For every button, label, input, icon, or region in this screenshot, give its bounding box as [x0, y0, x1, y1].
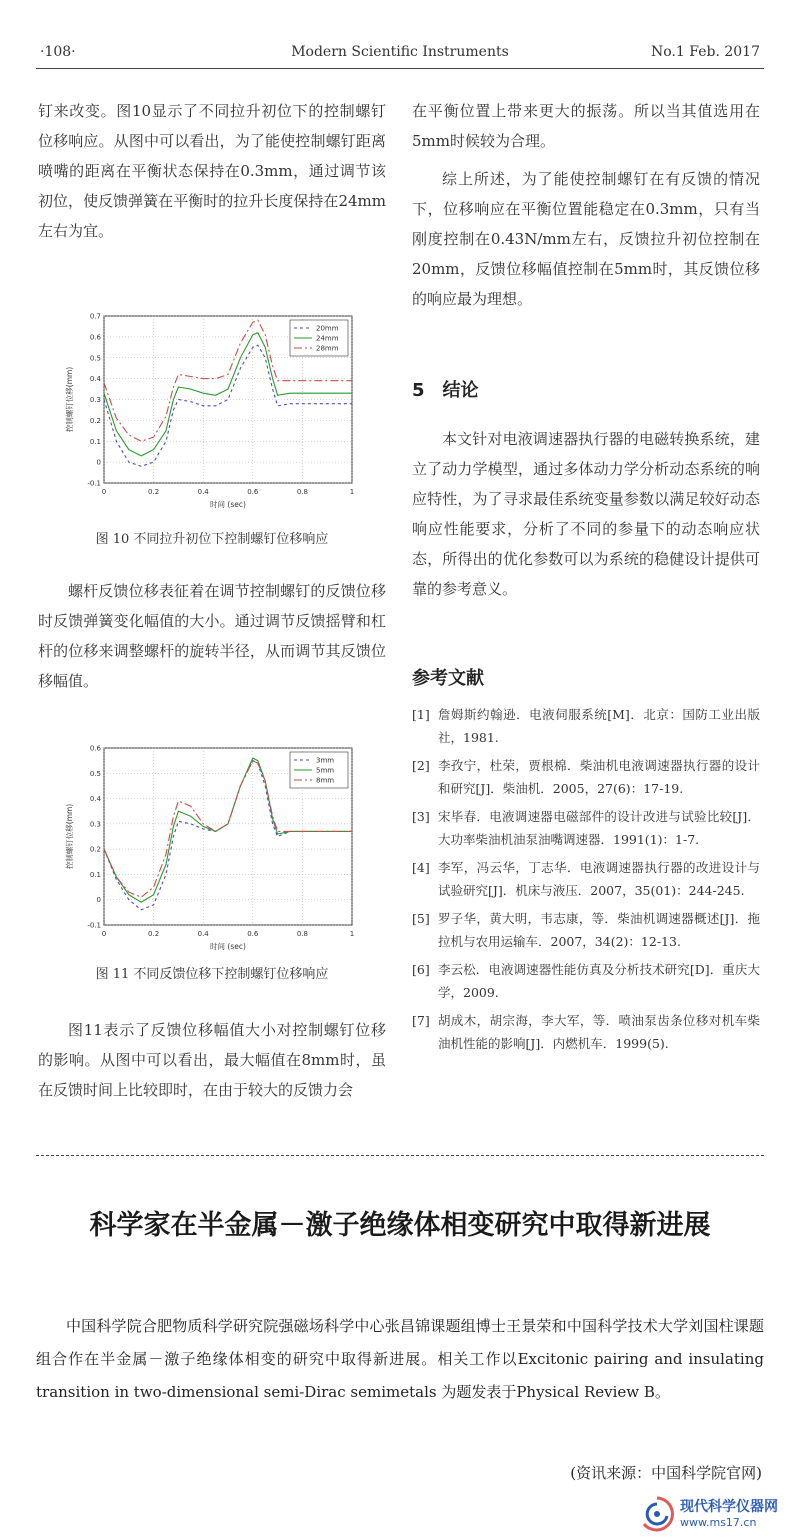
- reference-text: 宋毕春．电液调速器电磁部件的设计改进与试验比较[J]．大功率柴油机油泵油嘴调速器．1991(1)：1-7.: [438, 809, 760, 847]
- x-tick-label: 0.2: [148, 930, 160, 938]
- y-tick-label: 0.1: [89, 870, 101, 879]
- right-col-p1: 在平衡位置上带来更大的振荡。所以当其值选用在5mm时候较为合理。: [412, 102, 760, 150]
- legend-label: 24mm: [316, 334, 339, 343]
- header-rule: [36, 68, 764, 69]
- reference-number: [7]: [412, 1013, 430, 1028]
- reference-item: [412, 907, 760, 953]
- y-tick-label: 0.4: [89, 375, 101, 384]
- y-tick-label: 0.3: [89, 396, 101, 404]
- legend-label: 28mm: [316, 344, 339, 353]
- y-tick-label: 0: [96, 896, 101, 905]
- issue-info: No.1 Feb. 2017: [651, 44, 760, 60]
- x-axis-label: 时间 (sec): [210, 500, 246, 509]
- figure-10-caption: 图 10 不同拉升初位下控制螺钉位移响应: [95, 532, 329, 547]
- y-tick-label: -0.1: [87, 921, 101, 930]
- left-col-p1: 钉来改变。图10显示了不同拉升初位下的控制螺钉位移响应。从图中可以看出，为了能使控制螺钉距离喷嘴的距离在平衡状态保持在0.3mm，通过调节该初位，使反馈弹簧在平衡时的拉升长度保持在24mm左右为宜。: [38, 102, 386, 240]
- y-axis-label: 控制螺钉位移(mm): [65, 366, 74, 433]
- reference-text: 李云松．电液调速器性能仿真及分析技术研究[D]．重庆大学，2009.: [438, 962, 760, 1000]
- site-watermark: [636, 1494, 796, 1534]
- reference-text: 詹姆斯约翰逊．电液伺服系统[M]．北京：国防工业出版社，1981.: [438, 707, 760, 745]
- news-body: 中国科学院合肥物质科学研究院强磁场科学中心张昌锦课题组博士王景荣和中国科学技术大学刘国柱课题组合作在半金属－激子绝缘体相变的研究中取得新进展。相关工作以Excitonic pairing and insulating transition in two-dimensional semi-Dirac semimetals 为题发表于Physical Review B。: [36, 1317, 764, 1401]
- x-tick-label: 0.4: [197, 930, 209, 938]
- reference-item: [412, 856, 760, 902]
- y-axis-label: 控制螺钉位移(mm): [65, 803, 74, 870]
- y-tick-label: -0.1: [87, 479, 101, 488]
- y-tick-label: 0.2: [89, 416, 101, 425]
- x-tick-label: 0.8: [296, 488, 308, 496]
- y-tick-label: 0.6: [89, 333, 101, 342]
- reference-text: 胡成木，胡宗海，李大军，等．喷油泵齿条位移对机车柴油机性能的影响[J]．内燃机车．1999(5).: [438, 1013, 760, 1051]
- references-title: 参考文献: [412, 668, 484, 689]
- figure-10: [60, 308, 360, 513]
- journal-name: Modern Scientific Instruments: [291, 44, 509, 60]
- x-tick-label: 0.8: [296, 930, 308, 938]
- news-title: 科学家在半金属－激子绝缘体相变研究中取得新进展: [89, 1210, 711, 1241]
- reference-item: [412, 703, 760, 749]
- watermark-name: 现代科学仪器网: [680, 1499, 778, 1515]
- figure-11: [60, 740, 360, 955]
- left-col-p3: 图11表示了反馈位移幅值大小对控制螺钉位移的影响。从图中可以看出，最大幅值在8mm时，虽在反馈时间上比较即时，在由于较大的反馈力会: [38, 1021, 386, 1099]
- legend-label: 8mm: [316, 776, 335, 785]
- y-tick-label: 0.7: [89, 312, 101, 321]
- news-source: (资讯来源：中国科学院官网): [570, 1464, 762, 1482]
- watermark-logo-icon: [636, 1494, 678, 1534]
- reference-number: [2]: [412, 758, 430, 773]
- y-tick-label: 0.5: [89, 354, 101, 363]
- left-col-p2: 螺杆反馈位移表征着在调节控制螺钉的反馈位移时反馈弹簧变化幅值的大小。通过调节反馈摇臂和杠杆的位移来调整螺杆的旋转半径，从而调节其反馈位移幅值。: [38, 582, 386, 690]
- news-body-wrap: [36, 1310, 764, 1409]
- page-number: ·108·: [40, 44, 76, 60]
- reference-number: [5]: [412, 911, 430, 926]
- x-axis-label: 时间 (sec): [210, 942, 246, 951]
- y-tick-label: 0: [96, 458, 101, 467]
- right-col-conclusion-wrap: [412, 424, 760, 604]
- left-col-p3-wrap: [38, 1015, 386, 1105]
- figure-10-chart: [60, 308, 360, 513]
- reference-item: [412, 754, 760, 800]
- legend-label: 20mm: [316, 324, 339, 333]
- figure-11-caption: 图 11 不同反馈位移下控制螺钉位移响应: [95, 967, 329, 982]
- figure-11-chart: [60, 740, 360, 955]
- y-tick-label: 0.6: [89, 744, 101, 753]
- y-tick-label: 0.1: [89, 437, 101, 446]
- section-divider: [36, 1155, 764, 1156]
- reference-list: [412, 703, 760, 1055]
- left-col-p2-wrap: [38, 576, 386, 696]
- right-col-top: [412, 96, 760, 314]
- conclusion-paragraph: 本文针对电液调速器执行器的电磁转换系统，建立了动力学模型，通过多体动力学分析动态系统的响应特性，为了寻求最佳系统变量参数以满足较好动态响应性能要求，分析了不同的参量下的动态响应状态，所得出的优化参数可以为系统的稳健设计提供可靠的参考意义。: [412, 430, 760, 598]
- reference-number: [1]: [412, 707, 430, 722]
- left-col-p1-wrap: [38, 96, 386, 246]
- watermark-url: www.ms17.cn: [680, 1516, 757, 1529]
- x-tick-label: 0.6: [247, 930, 259, 938]
- y-tick-label: 0.4: [89, 795, 101, 804]
- y-tick-label: 0.3: [89, 820, 101, 829]
- legend-label: 5mm: [316, 766, 335, 775]
- x-tick-label: 0: [101, 930, 107, 938]
- legend-label: 3mm: [316, 756, 335, 765]
- reference-text: 李军，冯云华，丁志华．电液调速器执行器的改进设计与试验研究[J]．机床与液压．2007，35(01)：244-245.: [438, 860, 760, 898]
- x-tick-label: 0.4: [197, 488, 209, 496]
- reference-item: [412, 1009, 760, 1055]
- reference-item: [412, 958, 760, 1004]
- y-tick-label: 0.5: [89, 769, 101, 778]
- reference-item: [412, 805, 760, 851]
- y-tick-label: 0.2: [89, 845, 101, 854]
- x-tick-label: 0: [101, 488, 107, 496]
- x-tick-label: 0.6: [247, 488, 259, 496]
- right-col-p2: 综上所述，为了能使控制螺钉在有反馈的情况下，位移响应在平衡位置能稳定在0.3mm，只有当刚度控制在0.43N/mm左右，反馈拉升初位控制在20mm，反馈位移幅值控制在5mm时，其反馈位移的响应最为理想。: [412, 170, 760, 308]
- section-5-title: 5 结论: [412, 380, 479, 401]
- reference-text: 罗子华，黄大明，韦志康，等．柴油机调速器概述[J]．拖拉机与农用运输车．2007，34(2)：12-13.: [438, 911, 760, 949]
- x-tick-label: 0.2: [148, 488, 160, 496]
- reference-text: 李孜宁，杜荣，贾根棉．柴油机电液调速器执行器的设计和研究[J]．柴油机．2005，27(6)：17-19.: [438, 758, 760, 796]
- x-tick-label: 1: [349, 930, 355, 938]
- reference-number: [4]: [412, 860, 430, 875]
- reference-number: [3]: [412, 809, 430, 824]
- reference-number: [6]: [412, 962, 430, 977]
- x-tick-label: 1: [349, 488, 355, 496]
